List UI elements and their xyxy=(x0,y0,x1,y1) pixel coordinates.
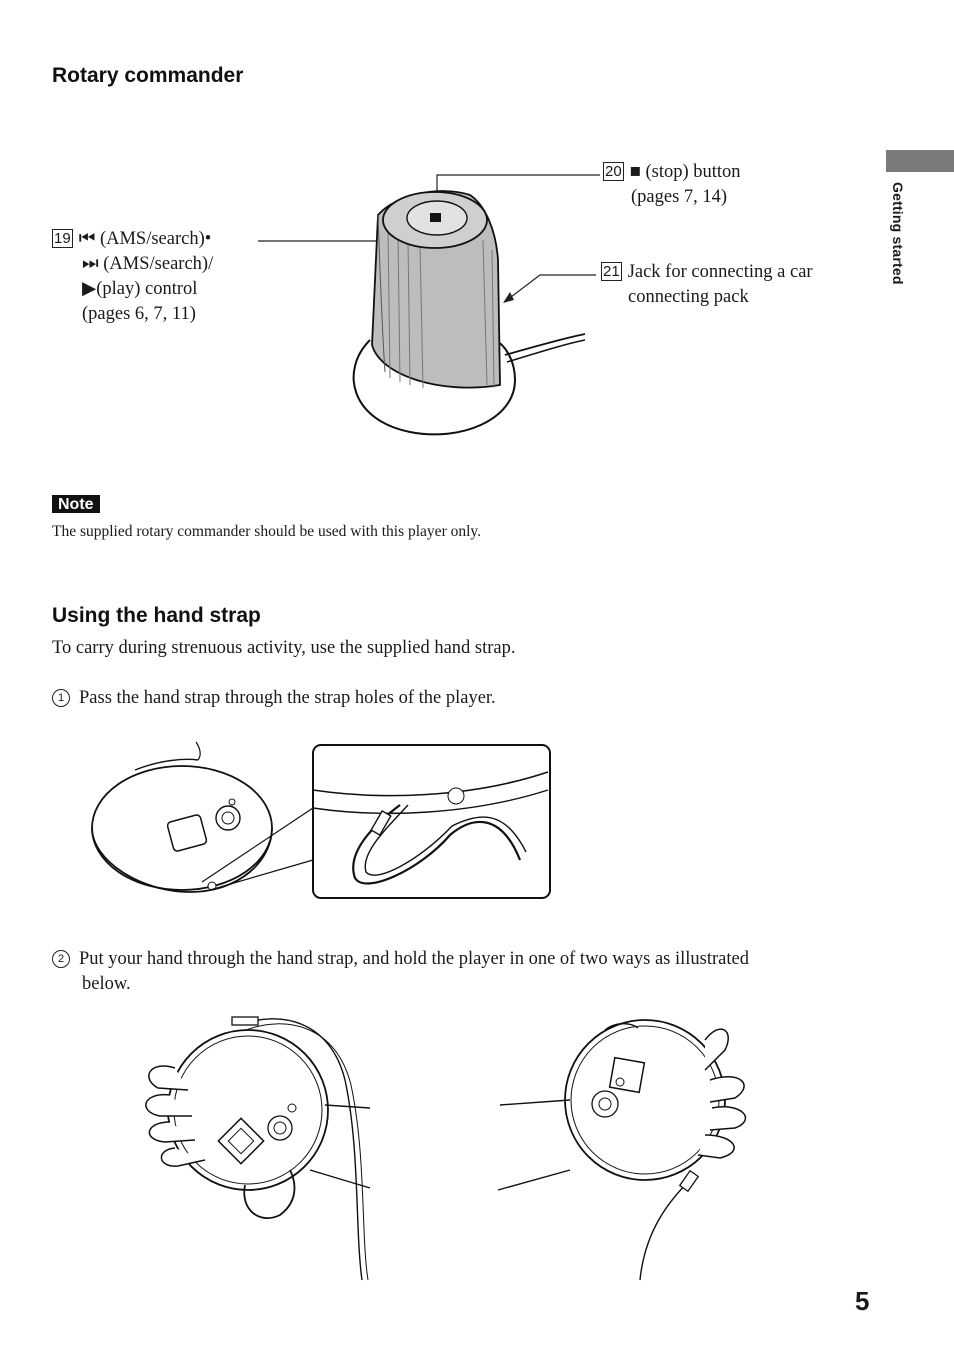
note-text: The supplied rotary commander should be used with this player only. xyxy=(52,523,482,540)
callout-text: (pages 6, 7, 11) xyxy=(82,304,196,324)
callout-text: ▶(play) control xyxy=(82,279,198,299)
page-number: 5 xyxy=(855,1286,870,1316)
side-tab-label: Getting started xyxy=(890,182,906,285)
step-text: below. xyxy=(82,974,131,994)
section-title-rotary-commander: Rotary commander xyxy=(52,64,244,87)
callout-text: Jack for connecting a car xyxy=(627,262,813,282)
callout-text: ■ (stop) button xyxy=(629,162,741,182)
step-number: 2 xyxy=(52,950,70,968)
callout-text: ⏭ (AMS/search)/ xyxy=(82,254,214,274)
step-text: Put your hand through the hand strap, and hold the player in one of two ways as illustrated xyxy=(79,949,749,969)
callout-number: 21 xyxy=(603,263,620,280)
callout-text: (pages 7, 14) xyxy=(631,187,728,207)
step-text: Pass the hand strap through the strap holes of the player. xyxy=(79,688,496,708)
note-badge: Note xyxy=(52,495,100,513)
callout-number: 20 xyxy=(605,163,622,180)
intro-paragraph: To carry during strenuous activity, use the supplied hand strap. xyxy=(52,638,516,658)
section-title-hand-strap: Using the hand strap xyxy=(52,604,261,627)
callout-number: 19 xyxy=(54,230,71,247)
callout-text: ⏮ (AMS/search)• xyxy=(78,229,212,249)
step-number: 1 xyxy=(52,689,70,707)
callout-text: connecting pack xyxy=(628,287,749,307)
